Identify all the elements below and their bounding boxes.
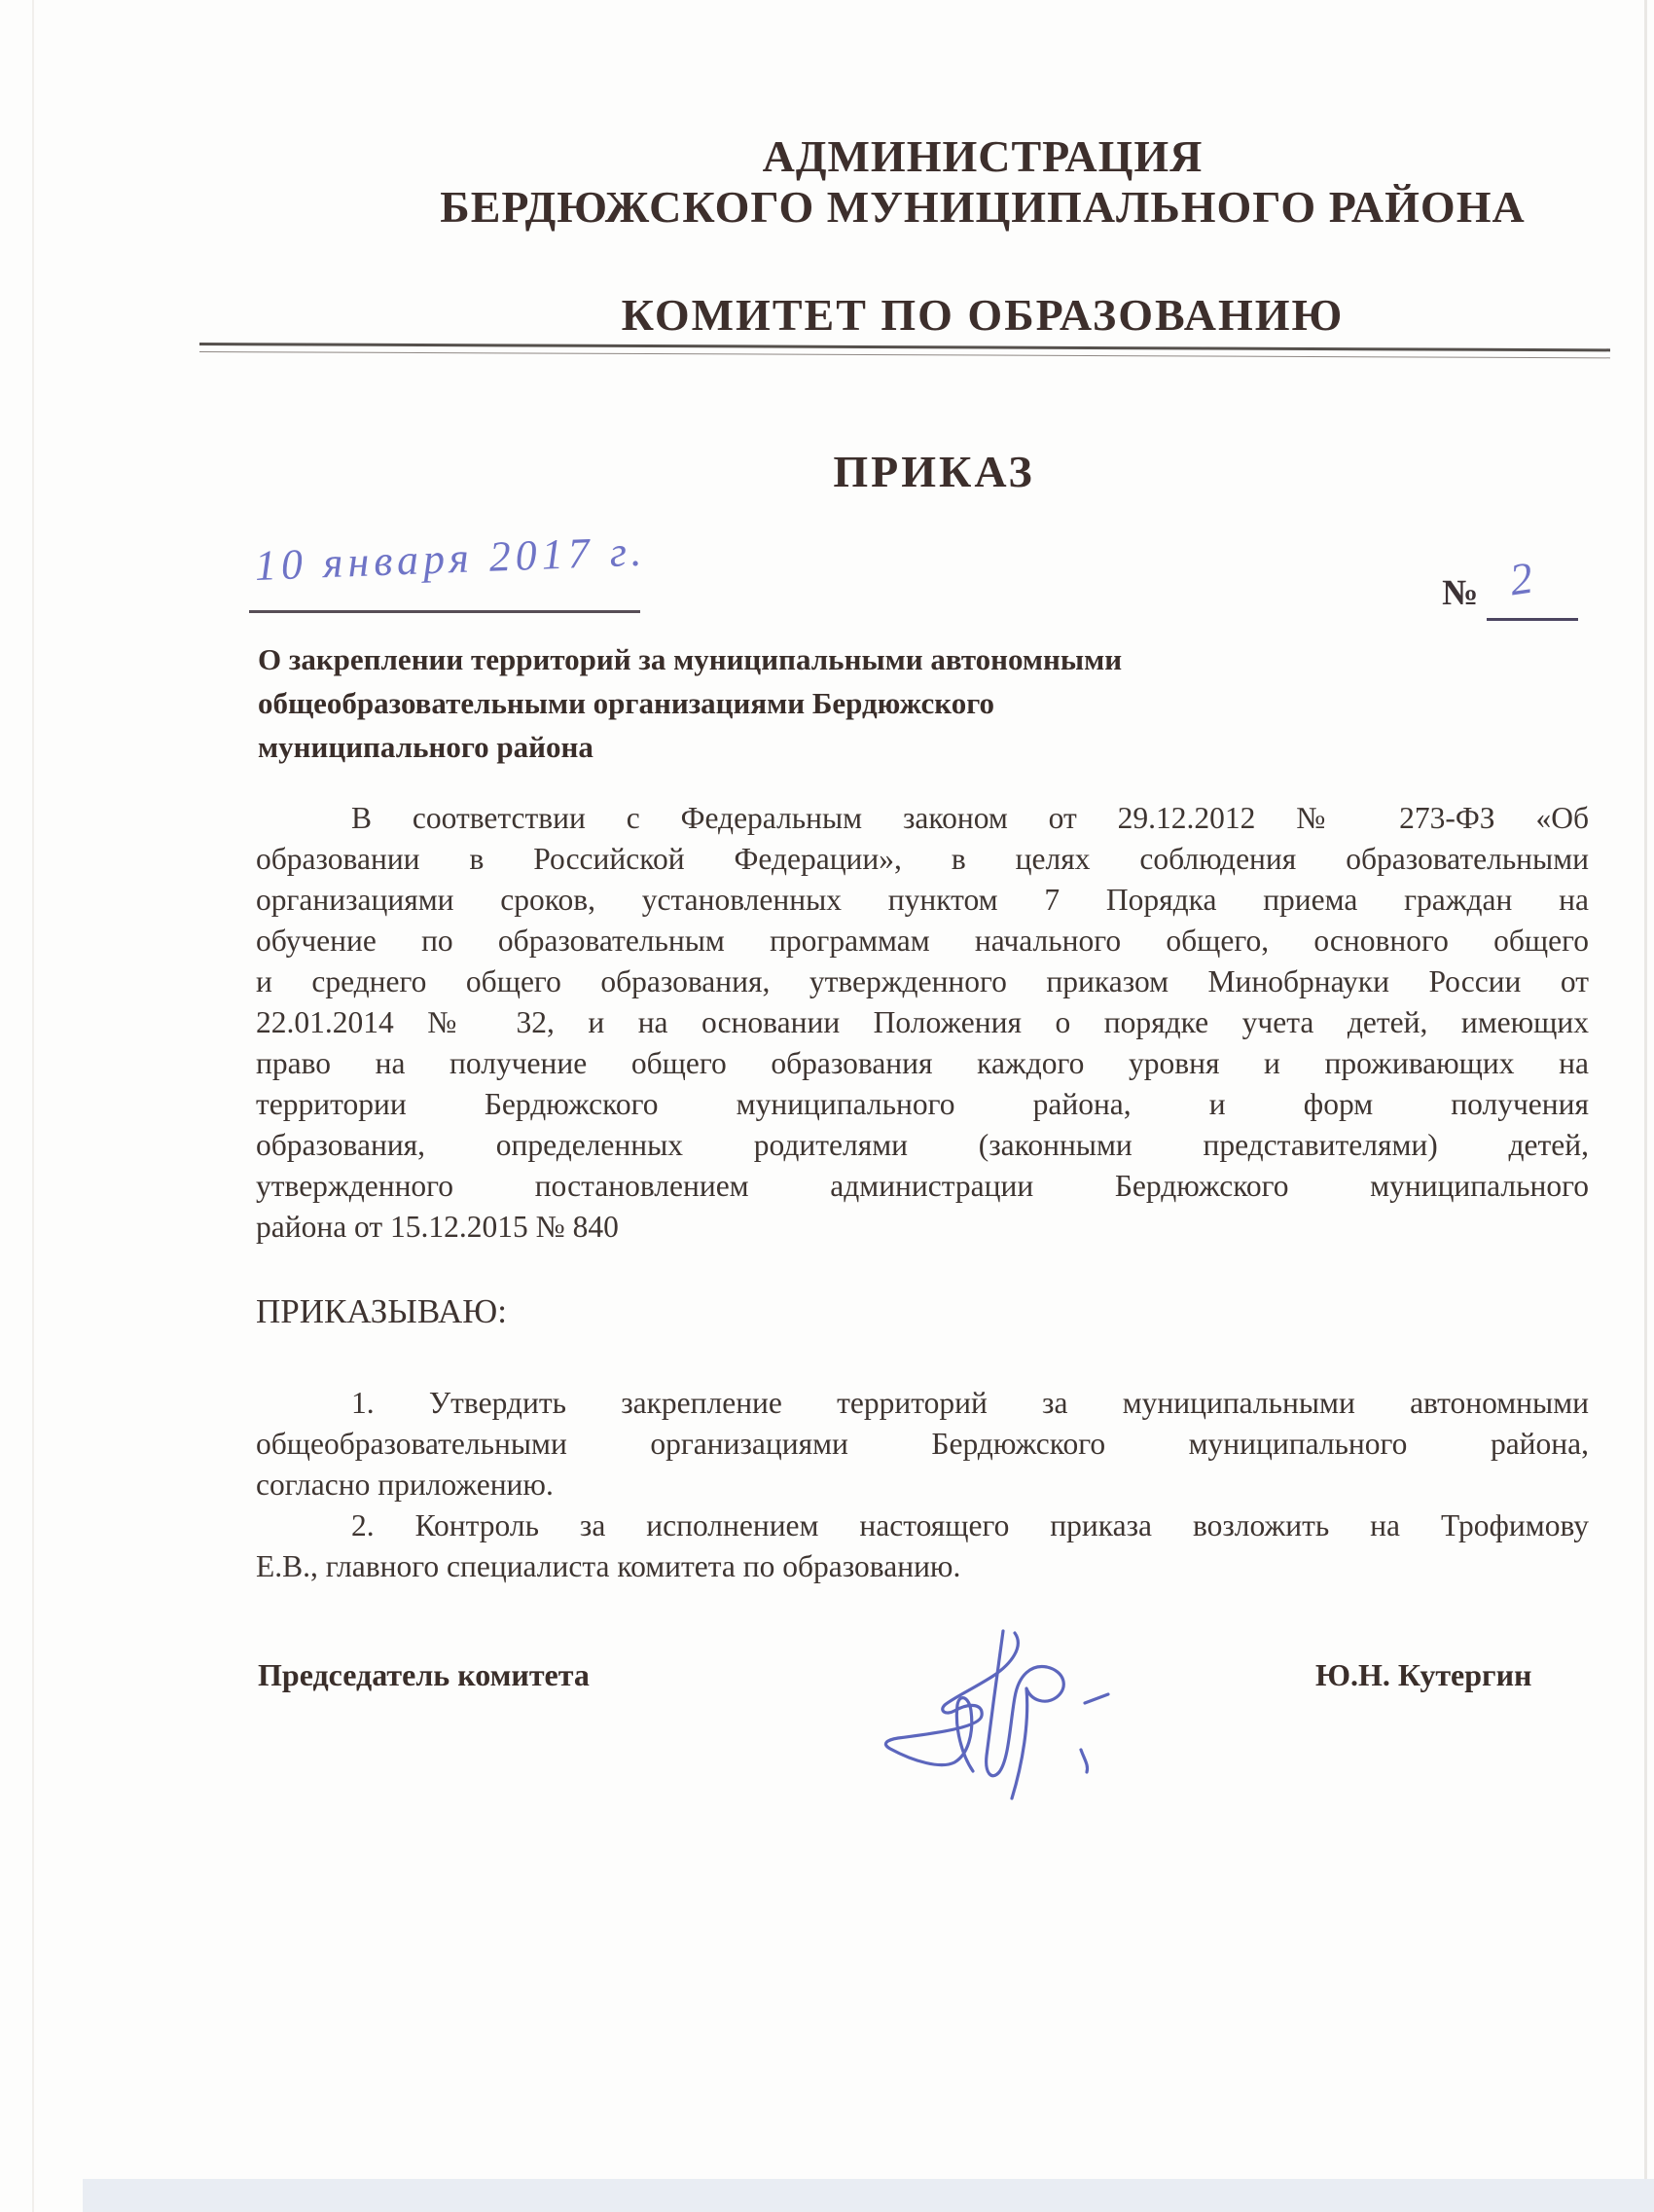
order-item-1 (256, 1383, 1589, 1505)
subject-block (258, 637, 1124, 769)
body-line: образовании в Российской Федерации», в целях соблюдения образовательными (256, 842, 1589, 876)
body-line: право на получение общего образования каждого уровня и проживающих на (256, 1046, 1589, 1080)
body-line: и среднего общего образования, утвержденного приказом Минобрнауки России от (256, 964, 1589, 998)
header-divider-rule (199, 343, 1610, 358)
number-label: № (1442, 573, 1479, 613)
subject-line: О закреплении территорий за муниципальными автономными (258, 642, 1123, 676)
preamble-paragraph (256, 798, 1589, 1248)
body-line: территории Бердюжского муниципального района, и форм получения (256, 1087, 1589, 1121)
order-item-2 (256, 1505, 1589, 1587)
handwritten-signature (851, 1608, 1172, 1812)
scan-bottom-band (83, 2179, 1654, 2212)
order-item-line: 1. Утвердить закрепление территорий за муниципальными автономными (351, 1386, 1589, 1420)
organization-name-line2: БЕРДЮЖСКОГО МУНИЦИПАЛЬНОГО РАЙОНА (440, 182, 1526, 232)
subject-line: муниципального района (258, 730, 593, 764)
signer-position-title: Председатель комитета (258, 1657, 590, 1692)
body-line: района от 15.12.2015 № 840 (256, 1210, 619, 1244)
body-line: 22.01.2014 № 32, и на основании Положения о порядке учета детей, имеющих (256, 1005, 1589, 1039)
body-line: организациями сроков, установленных пунктом 7 Порядка приема граждан на (256, 883, 1589, 917)
organization-name-line1: АДМИНИСТРАЦИЯ (762, 131, 1204, 181)
subject-line: общеобразовательными организациями Бердюжского (258, 686, 995, 720)
body-line: утвержденного постановлением администрации Бердюжского муниципального (256, 1169, 1589, 1203)
body-line: обучение по образовательным программам начального общего, основного общего (256, 924, 1589, 958)
body-line: образования, определенных родителями (законными представителями) детей, (256, 1128, 1589, 1162)
handwritten-date: 10 января 2017 г. (254, 526, 648, 590)
order-item-line: общеобразовательными организациями Бердюжского муниципального района, (256, 1427, 1589, 1461)
department-name: КОМИТЕТ ПО ОБРАЗОВАНИЮ (621, 290, 1345, 340)
date-underline (249, 610, 640, 613)
handwritten-number: 2 (1506, 552, 1536, 605)
order-item-line: согласно приложению. (256, 1468, 554, 1502)
signature-icon (851, 1608, 1172, 1812)
resolution-lead: ПРИКАЗЫВАЮ: (256, 1292, 507, 1330)
scan-edge-left (32, 0, 34, 2212)
number-underline (1487, 618, 1578, 621)
order-item-line: Е.В., главного специалиста комитета по образованию. (256, 1549, 961, 1583)
scan-edge-right (1644, 0, 1647, 2212)
body-line: В соответствии с Федеральным законом от 29.12.2012 № 273-ФЗ «Об (351, 801, 1589, 835)
document-type-title: ПРИКАЗ (833, 447, 1035, 496)
order-item-line: 2. Контроль за исполнением настоящего приказа возложить на Трофимову (351, 1508, 1589, 1542)
signer-name: Ю.Н. Кутергин (1315, 1657, 1532, 1692)
